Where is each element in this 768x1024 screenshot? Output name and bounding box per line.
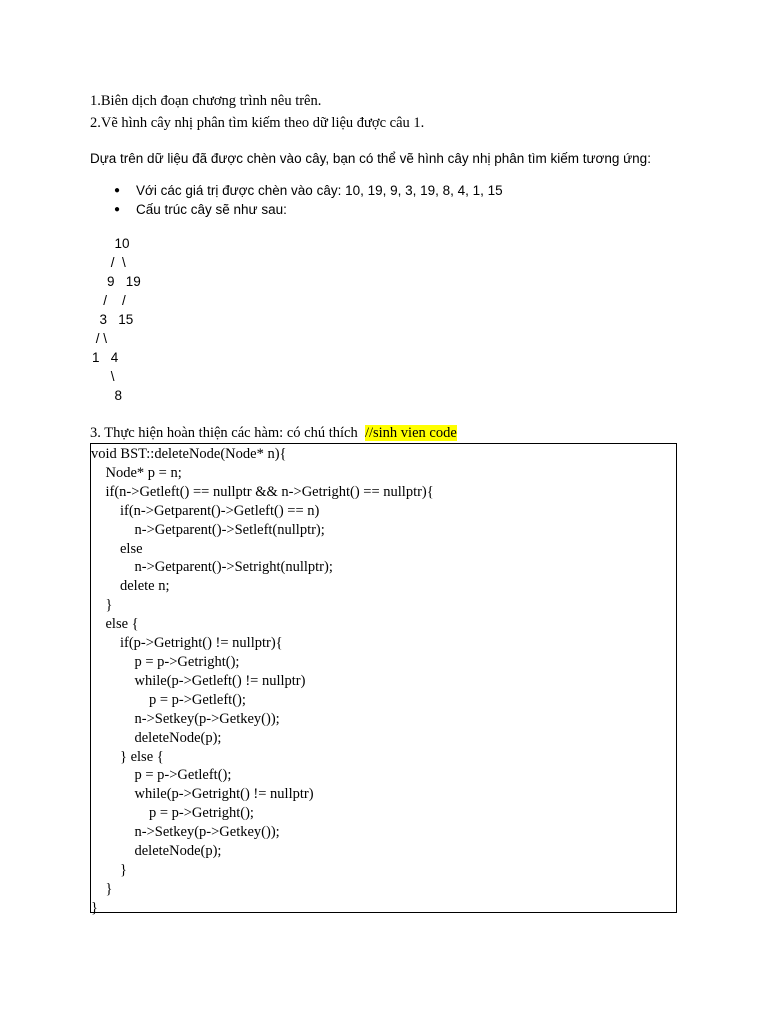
code-line: } [91, 880, 113, 897]
code-block [90, 443, 677, 916]
code-line: n->Getparent()->Setleft(nullptr); [91, 521, 325, 538]
code-line: else { [91, 616, 139, 633]
tree-line: 10 [92, 236, 130, 251]
code-line: p = p->Getright(); [91, 805, 254, 822]
tree-line: / / [92, 293, 126, 308]
tree-line: / \ [92, 255, 126, 270]
question-3-label: 3. Thực hiện hoàn thiện các hàm: có chú thích [90, 425, 365, 441]
highlighted-comment: //sinh vien code [364, 425, 457, 441]
code-line: Node* p = n; [91, 464, 182, 481]
code-line: } [91, 597, 113, 614]
bullet-tree-structure: ● Cấu trúc cây sẽ như sau: [114, 200, 503, 219]
tree-line: 1 4 [92, 350, 119, 365]
code-line: if(n->Getleft() == nullptr && n->Getright() == nullptr){ [91, 483, 434, 500]
code-line: delete n; [91, 578, 170, 595]
answer-intro: Dựa trên dữ liệu đã được chèn vào cây, bạn có thể vẽ hình cây nhị phân tìm kiếm tương ứng: [90, 151, 651, 166]
question-1: 1.Biên dịch đoạn chương trình nêu trên. [90, 93, 322, 109]
question-2: 2.Vẽ hình cây nhị phân tìm kiếm theo dữ liệu được câu 1. [90, 115, 425, 131]
code-line: deleteNode(p); [91, 843, 222, 860]
code-line: while(p->Getright() != nullptr) [91, 786, 314, 803]
code-line: n->Getparent()->Setright(nullptr); [91, 559, 333, 576]
code-line: p = p->Getleft(); [91, 691, 246, 708]
tree-line: 3 15 [92, 312, 134, 327]
tree-line: \ [92, 369, 115, 384]
code-line: n->Setkey(p->Getkey()); [91, 710, 280, 727]
tree-line: 9 19 [92, 274, 141, 289]
code-line: } [91, 899, 98, 916]
tree-line: 8 [92, 388, 123, 403]
code-line: p = p->Getleft(); [91, 767, 232, 784]
tree-line: / \ [92, 331, 108, 346]
code-line: else [91, 540, 143, 557]
code-line: if(n->Getparent()->Getleft() == n) [91, 502, 320, 519]
code-line: if(p->Getright() != nullptr){ [91, 635, 283, 652]
bullet-list [114, 181, 503, 219]
code-line: deleteNode(p); [91, 729, 222, 746]
bst-tree-diagram [92, 234, 141, 405]
question-3 [90, 424, 457, 443]
code-line: } else { [91, 748, 164, 765]
bullet-inserted-values: ● Với các giá trị được chèn vào cây: 10, 19, 9, 3, 19, 8, 4, 1, 15 [114, 181, 503, 200]
code-line: void BST::deleteNode(Node* n){ [91, 446, 287, 462]
code-line: } [91, 861, 127, 878]
code-line: n->Setkey(p->Getkey()); [91, 824, 280, 841]
code-line: while(p->Getleft() != nullptr) [91, 672, 306, 689]
code-line: p = p->Getright(); [91, 653, 240, 670]
